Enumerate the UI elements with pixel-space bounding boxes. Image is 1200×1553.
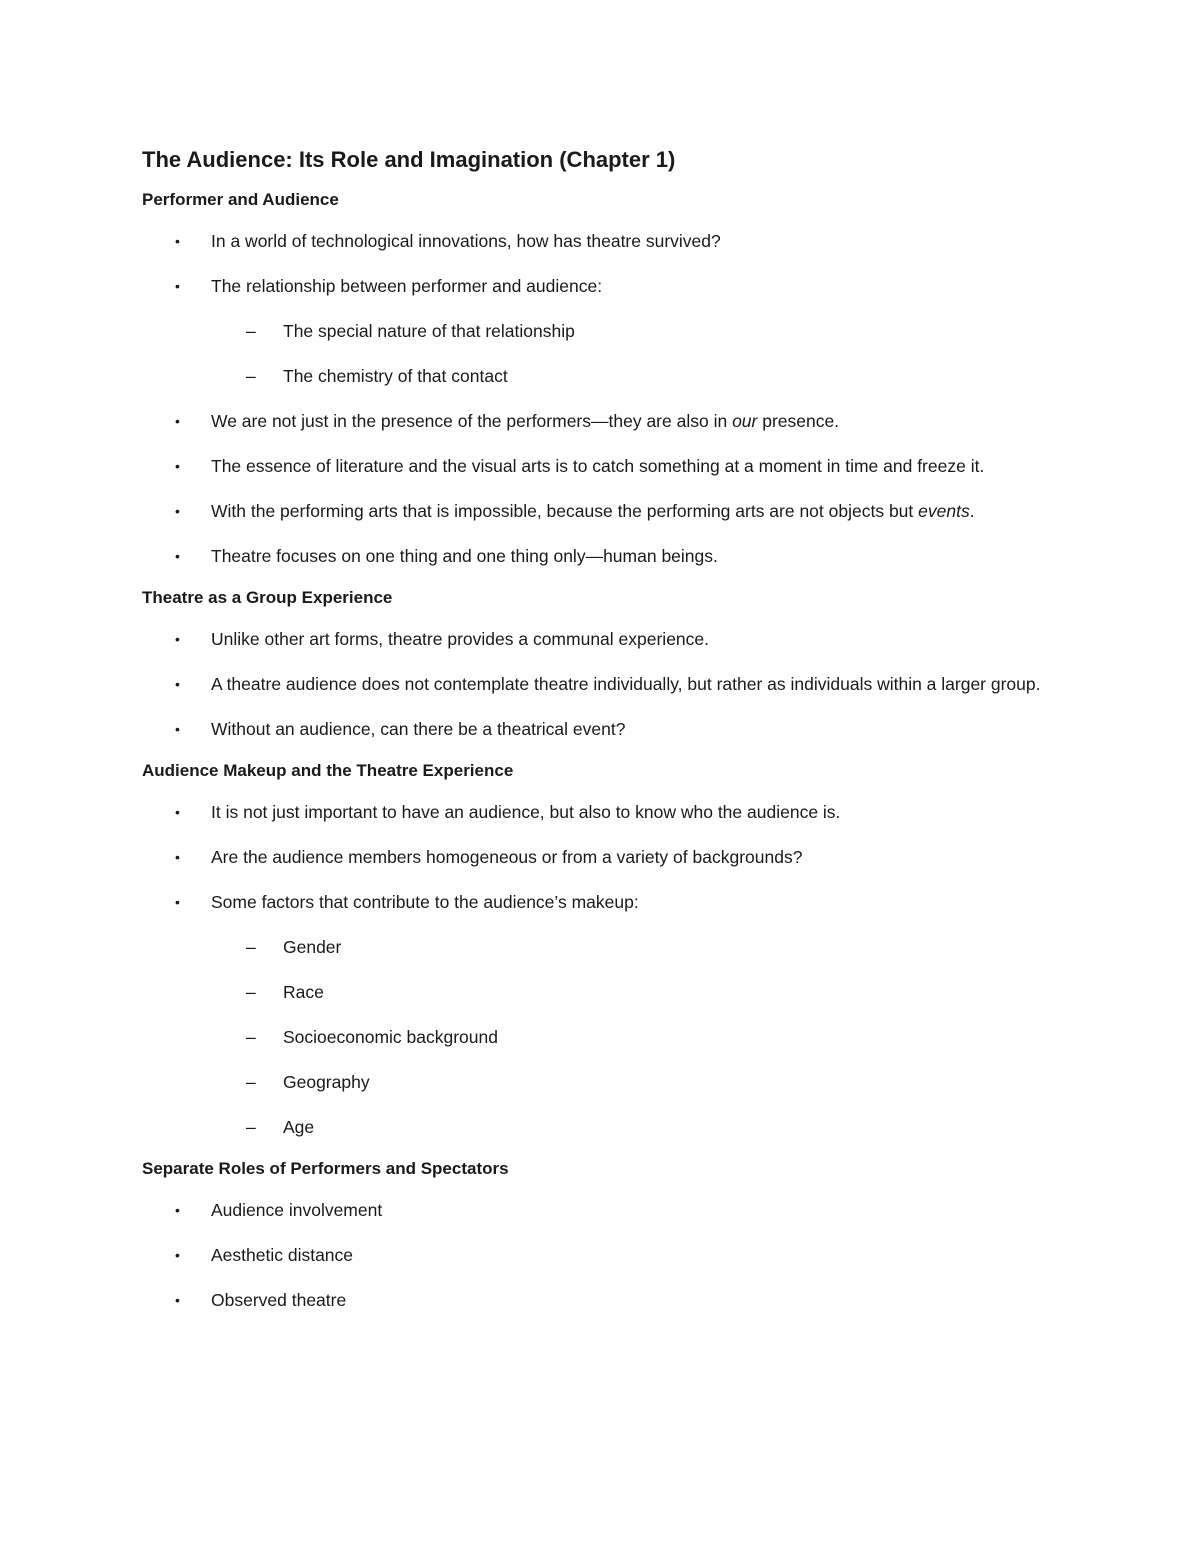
bullet-list [142,227,1062,570]
dash-marker: – [246,1027,256,1047]
bullet-list [142,1196,1062,1314]
bullet-list [142,625,1062,743]
bullet-marker: • [175,676,180,692]
bullet-marker: • [175,548,180,564]
bullet-marker: • [175,458,180,474]
list-item: • The relationship between performer and audience: [142,272,1062,300]
list-item: • A theatre audience does not contemplate theatre individually, but rather as individuals within a larger group. [142,670,1061,698]
list-item: • We are not just in the presence of the performers—they are also in our presence. [142,407,1062,435]
list-item: • Unlike other art forms, theatre provides a communal experience. [142,625,1062,653]
list-item: • Are the audience members homogeneous or from a variety of backgrounds? [142,843,1062,871]
bullet-marker: • [175,1202,180,1218]
list-item: • Observed theatre [142,1286,1062,1314]
document-page [142,140,1062,1314]
dash-marker: – [246,937,256,957]
sub-list-item: – Age [142,1113,1062,1141]
list-item: • Audience involvement [142,1196,1062,1224]
bullet-marker: • [175,413,180,429]
sub-list-item: – Geography [142,1068,1062,1096]
dash-marker: – [246,366,256,386]
bullet-marker: • [175,631,180,647]
section-heading-separate-roles: Separate Roles of Performers and Spectators [142,1159,509,1178]
bullet-marker: • [175,849,180,865]
list-item: • Some factors that contribute to the audience’s makeup: [142,888,1062,916]
list-item: • Aesthetic distance [142,1241,1062,1269]
dash-marker: – [246,321,256,341]
bullet-marker: • [175,804,180,820]
section-heading-theatre-as-group-experience: Theatre as a Group Experience [142,588,393,607]
bullet-marker: • [175,894,180,910]
sub-list-item: – The chemistry of that contact [142,362,1062,390]
list-item: • The essence of literature and the visual arts is to catch something at a moment in time and freeze it. [142,452,1021,480]
sub-list-item: – The special nature of that relationship [142,317,1062,345]
section-heading-audience-makeup: Audience Makeup and the Theatre Experience [142,761,514,780]
bullet-marker: • [175,503,180,519]
section-heading-performer-and-audience: Performer and Audience [142,190,339,209]
sub-list-item: – Socioeconomic background [142,1023,1062,1051]
list-item: • Theatre focuses on one thing and one thing only—human beings. [142,542,1062,570]
dash-marker: – [246,1117,256,1137]
dash-marker: – [246,982,256,1002]
bullet-marker: • [175,1247,180,1263]
bullet-marker: • [175,1292,180,1308]
list-item: • It is not just important to have an audience, but also to know who the audience is. [142,798,1062,826]
dash-marker: – [246,1072,256,1092]
sub-list-item: – Race [142,978,1062,1006]
document-title: The Audience: Its Role and Imagination (Chapter 1) [142,147,676,172]
bullet-marker: • [175,721,180,737]
list-item: • Without an audience, can there be a theatrical event? [142,715,1062,743]
bullet-marker: • [175,233,180,249]
list-item: • In a world of technological innovations, how has theatre survived? [142,227,1062,255]
sub-list-item: – Gender [142,933,1062,961]
bullet-marker: • [175,278,180,294]
bullet-list [142,798,1062,1141]
list-item: • With the performing arts that is impossible, because the performing arts are not objects but events. [142,497,1031,525]
